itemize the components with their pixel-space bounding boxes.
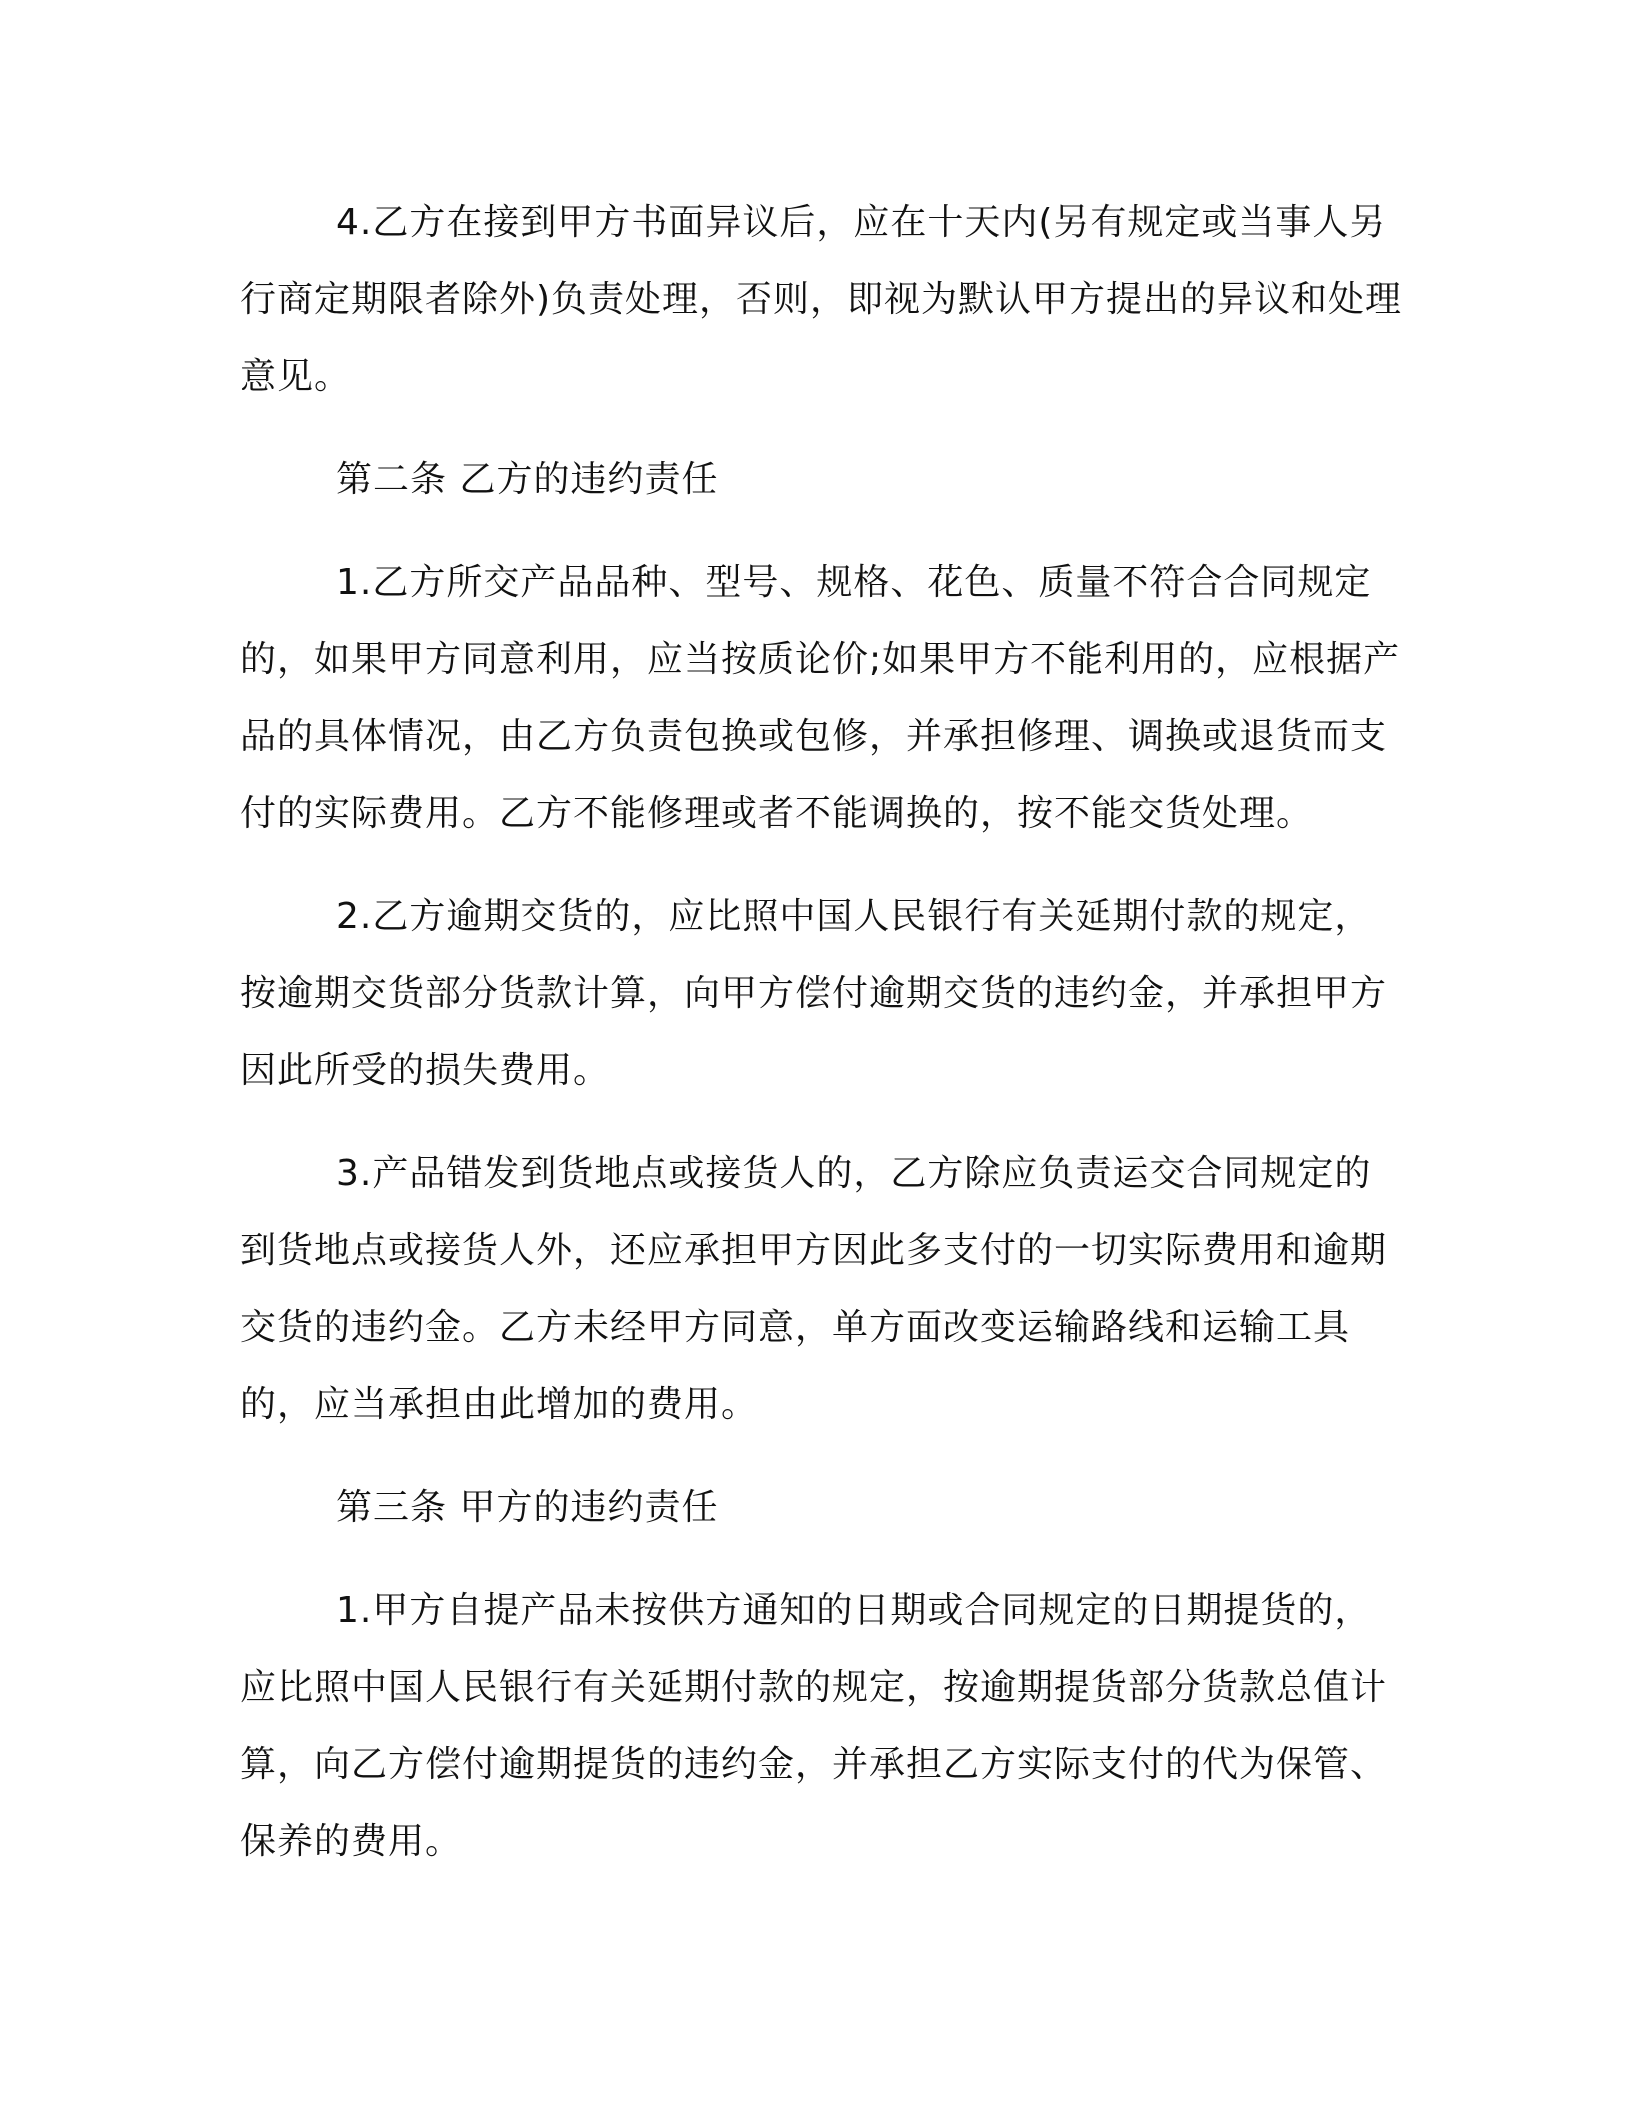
article-heading: 第二条 乙方的违约责任 [336,459,719,500]
document-body [240,184,1408,1906]
clause-paragraph: 2.乙方逾期交货的，应比照中国人民银行有关延期付款的规定，按逾期交货部分货款计算，向甲方偿付逾期交货的违约金，并承担甲方因此所受的损失费用。 [240,896,1388,1091]
clause-paragraph: 4.乙方在接到甲方书面异议后，应在十天内(另有规定或当事人另行商定期限者除外)负责处理，否则，即视为默认甲方提出的异议和处理意见。 [240,202,1403,397]
clause-paragraph: 1.甲方自提产品未按供方通知的日期或合同规定的日期提货的，应比照中国人民银行有关延期付款的规定，按逾期提货部分货款总值计算，向乙方偿付逾期提货的违约金，并承担乙方实际支付的代为保管、保养的费用。 [240,1590,1388,1862]
clause-paragraph: 1.乙方所交产品品种、型号、规格、花色、质量不符合合同规定的，如果甲方同意利用，应当按质论价;如果甲方不能利用的，应根据产品的具体情况，由乙方负责包换或包修，并承担修理、调换或退货而支付的实际费用。乙方不能修理或者不能调换的，按不能交货处理。 [240,562,1401,834]
clause-paragraph: 3.产品错发到货地点或接货人的，乙方除应负责运交合同规定的到货地点或接货人外，还应承担甲方因此多支付的一切实际费用和逾期交货的违约金。乙方未经甲方同意，单方面改变运输路线和运输工具的，应当承担由此增加的费用。 [240,1153,1388,1425]
article-heading: 第三条 甲方的违约责任 [336,1487,719,1528]
